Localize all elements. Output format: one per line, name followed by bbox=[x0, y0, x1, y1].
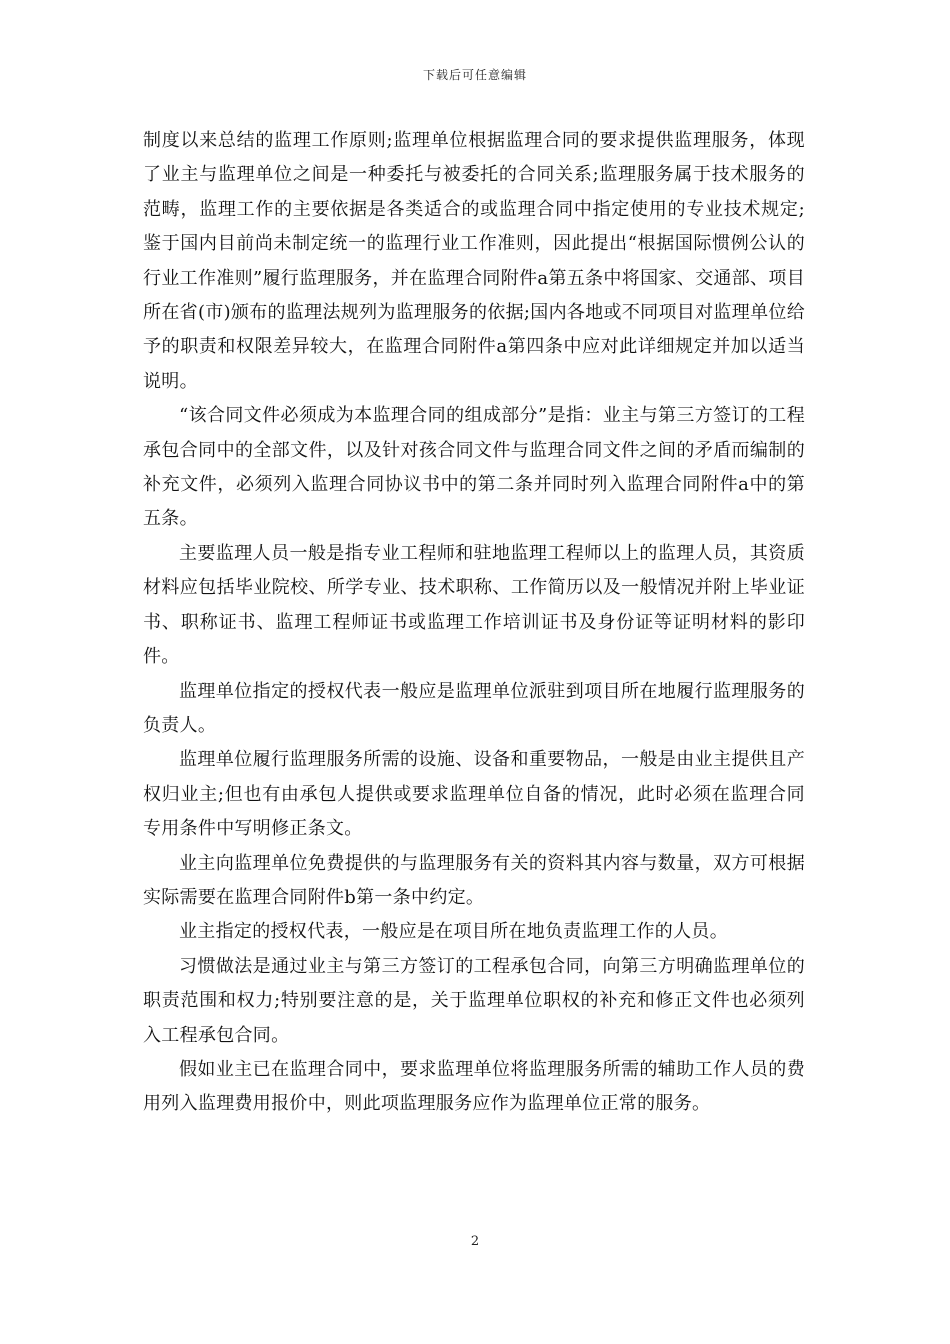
paragraph-facilities-equipment: 监理单位履行监理服务所需的设施、设备和重要物品，一般是由业主提供且产权归业主;但也有由承包人提供或要求监理单位自备的情况，此时必须在监理合同专用条件中写明修正条文。 bbox=[143, 749, 805, 840]
paragraph-key-personnel: 主要监理人员一般是指专业工程师和驻地监理工程师以上的监理人员，其资质材料应包括毕业院校、所学专业、技术职称、工作简历以及一般情况并附上毕业证书、职称证书、监理工程师证书或监理工作培训证书及身份证等证明材料的影印件。 bbox=[143, 542, 805, 668]
page-number: 2 bbox=[470, 1234, 480, 1249]
paragraph-auxiliary-staff: 假如业主已在监理合同中，要求监理单位将监理服务所需的辅助工作人员的费用列入监理费用报价中，则此项监理服务应作为监理单位正常的服务。 bbox=[143, 1058, 805, 1115]
page-header: 下载后可任意编辑 bbox=[422, 68, 527, 82]
paragraph-customary-practice: 习惯做法是通过业主与第三方签订的工程承包合同，向第三方明确监理单位的职责范围和权力;特别要注意的是，关于监理单位职权的补充和修正文件也必须列入工程承包合同。 bbox=[143, 955, 805, 1046]
paragraph-owner-representative: 业主指定的授权代表，一般应是在项目所在地负责监理工作的人员。 bbox=[179, 921, 728, 943]
paragraph-free-materials: 业主向监理单位免费提供的与监理服务有关的资料其内容与数量，双方可根据实际需要在监理合同附件b第一条中约定。 bbox=[143, 852, 805, 908]
document-body bbox=[143, 124, 805, 1122]
paragraph-contract-documents: “该合同文件必须成为本监理合同的组成部分”是指：业主与第三方签订的工程承包合同中的全部文件，以及针对孩合同文件与监理合同文件之间的矛盾而编制的补充文件，必须列入监理合同协议书中的第二条并同时列入监理合同附件a中的第五条。 bbox=[143, 405, 805, 530]
paragraph-authorized-representative: 监理单位指定的授权代表一般应是监理单位派驻到项目所在地履行监理服务的负责人。 bbox=[143, 680, 805, 736]
paragraph-continued: 制度以来总结的监理工作原则;监理单位根据监理合同的要求提供监理服务，体现了业主与监理单位之间是一种委托与被委托的合同关系;监理服务属于技术服务的范畴，监理工作的主要依据是各类适合的或监理合同中指定使用的专业技术规定;鉴于国内目前尚未制定统一的监理行业工作准则，因此提出“根据国际惯例公认的行业工作准则”履行监理服务，并在监理合同附件a第五条中将国家、交通部、项目所在省(市)颁布的监理法规列为监理服务的依据;国内各地或不同项目对监理单位给予的职责和权限差异较大，在监理合同附件a第四条中应对此详细规定并加以适当说明。 bbox=[143, 130, 805, 392]
